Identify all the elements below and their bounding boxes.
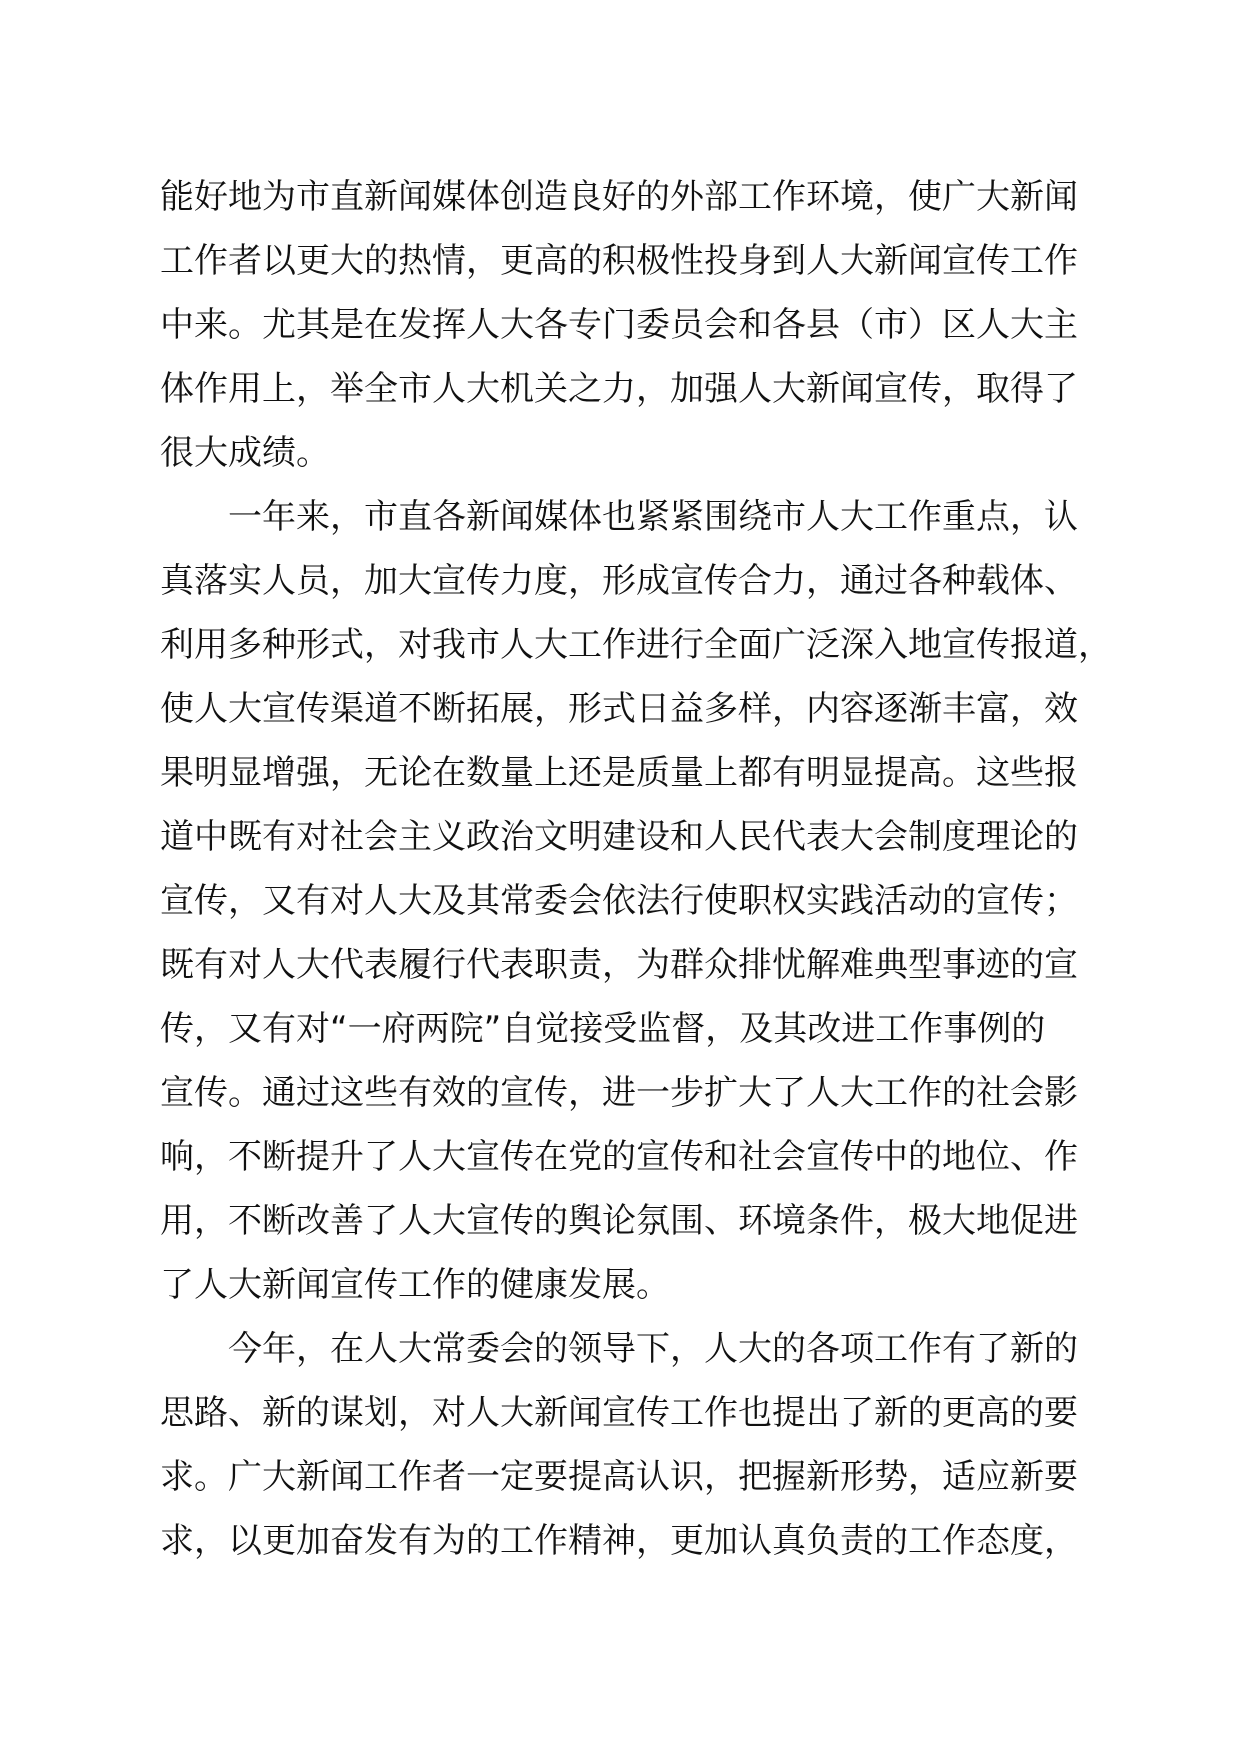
text-line: 了人大新闻宣传工作的健康发展。 bbox=[160, 1265, 670, 1305]
text-line: 今年，在人大常委会的领导下，人大的各项工作有了新的 bbox=[228, 1329, 1078, 1369]
text-line: 体作用上，举全市人大机关之力，加强人大新闻宣传，取得了 bbox=[160, 369, 1078, 409]
text-line: 利用多种形式，对我市人大工作进行全面广泛深入地宣传报道， bbox=[160, 625, 1112, 665]
text-line: 响，不断提升了人大宣传在党的宣传和社会宣传中的地位、作 bbox=[160, 1137, 1078, 1177]
text-line: 真落实人员，加大宣传力度，形成宣传合力，通过各种载体、 bbox=[160, 561, 1078, 601]
text-line: 一年来，市直各新闻媒体也紧紧围绕市人大工作重点，认 bbox=[228, 497, 1078, 537]
text-line: 道中既有对社会主义政治文明建设和人民代表大会制度理论的 bbox=[160, 817, 1078, 857]
text-line: 求。广大新闻工作者一定要提高认识，把握新形势，适应新要 bbox=[160, 1457, 1078, 1497]
text-line: 中来。尤其是在发挥人大各专门委员会和各县（市）区人大主 bbox=[160, 305, 1078, 345]
text-line: 工作者以更大的热情，更高的积极性投身到人大新闻宣传工作 bbox=[160, 241, 1078, 281]
text-line: 宣传。通过这些有效的宣传，进一步扩大了人大工作的社会影 bbox=[160, 1073, 1078, 1113]
text-line: 思路、新的谋划，对人大新闻宣传工作也提出了新的更高的要 bbox=[160, 1393, 1078, 1433]
text-line: 既有对人大代表履行代表职责，为群众排忧解难典型事迹的宣 bbox=[160, 945, 1078, 985]
text-line: 宣传，又有对人大及其常委会依法行使职权实践活动的宣传； bbox=[160, 881, 1078, 921]
text-line: 能好地为市直新闻媒体创造良好的外部工作环境，使广大新闻 bbox=[160, 177, 1078, 217]
text-line: 很大成绩。 bbox=[160, 433, 330, 473]
text-line: 果明显增强，无论在数量上还是质量上都有明显提高。这些报 bbox=[160, 753, 1078, 793]
text-line: 使人大宣传渠道不断拓展，形式日益多样，内容逐渐丰富，效 bbox=[160, 689, 1078, 729]
text-line: 传，又有对“一府两院”自觉接受监督，及其改进工作事例的 bbox=[160, 1009, 1046, 1049]
text-line: 用，不断改善了人大宣传的舆论氛围、环境条件，极大地促进 bbox=[160, 1201, 1078, 1241]
paragraph-1 bbox=[160, 165, 1090, 485]
paragraph-3 bbox=[160, 1317, 1090, 1573]
document-body bbox=[160, 165, 1112, 1573]
paragraph-2 bbox=[160, 485, 1112, 1317]
text-line: 求，以更加奋发有为的工作精神，更加认真负责的工作态度， bbox=[160, 1521, 1078, 1561]
